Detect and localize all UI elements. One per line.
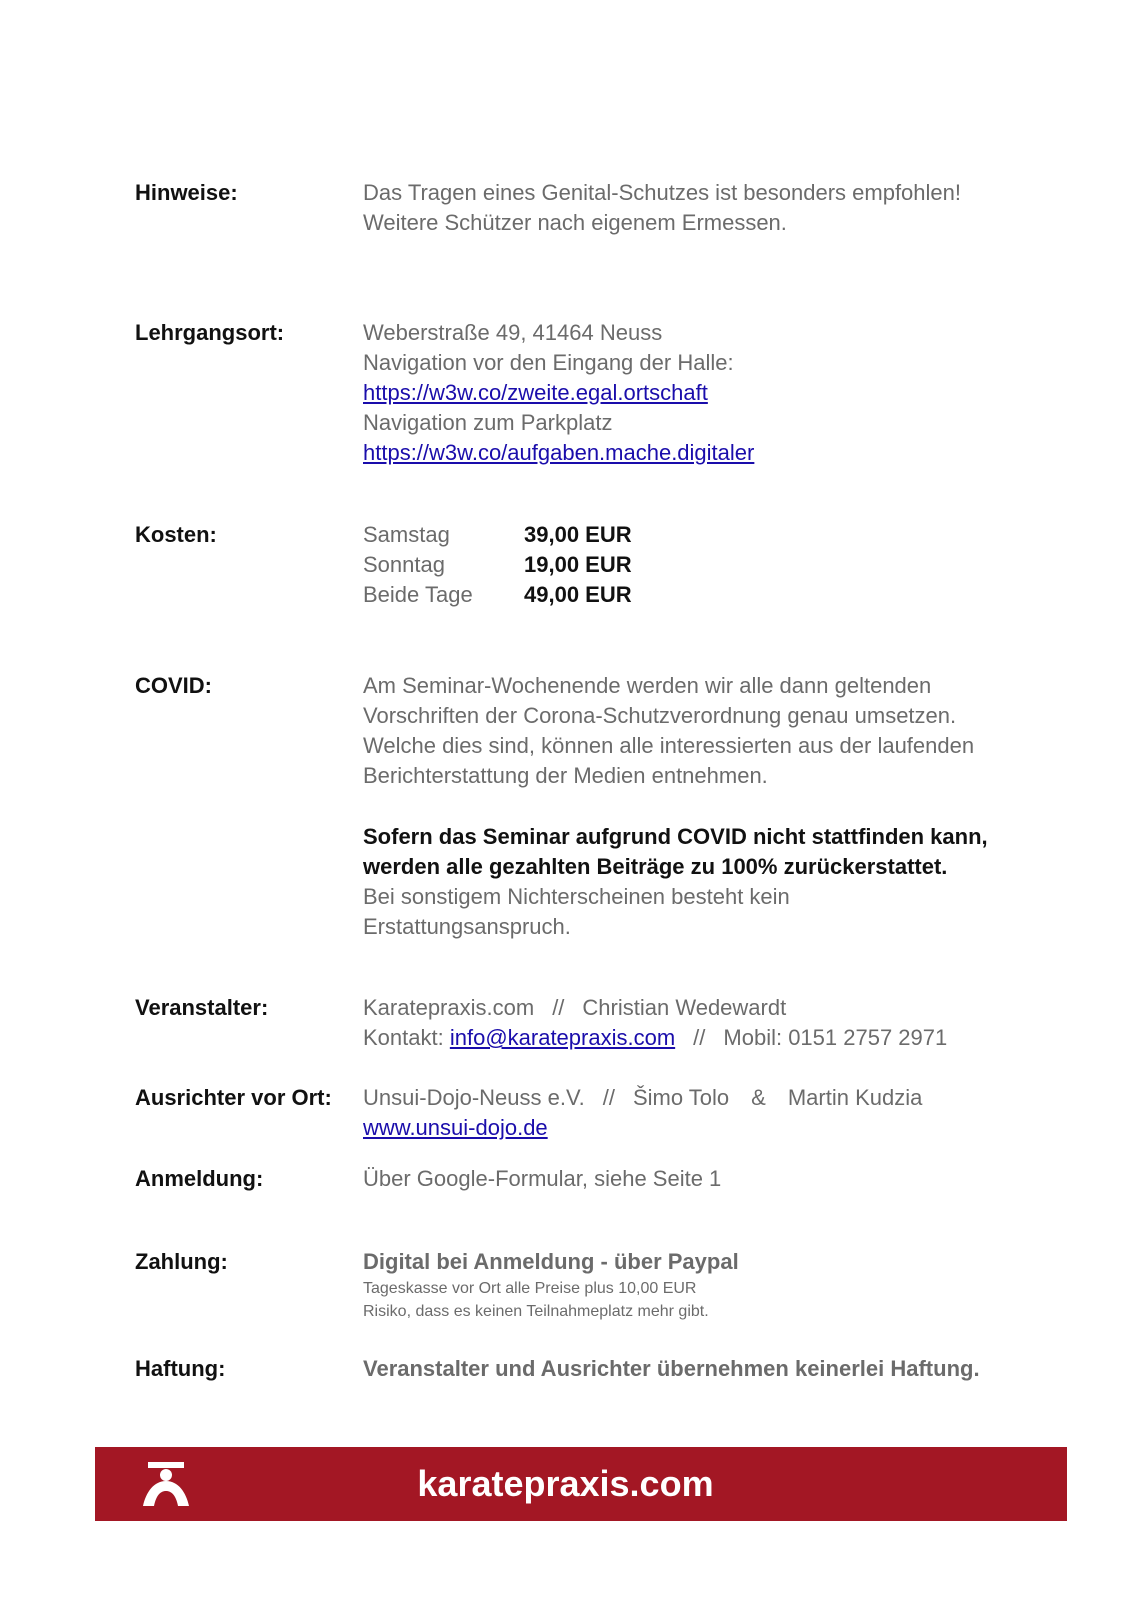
zahlung-note: Tageskasse vor Ort alle Preise plus 10,00 EUR bbox=[363, 1280, 697, 1297]
zahlung-text bbox=[363, 1247, 739, 1277]
price-row bbox=[363, 550, 632, 580]
covid-line: Erstattungsanspruch. bbox=[363, 914, 571, 939]
veranstalter-label: Veranstalter: bbox=[135, 995, 269, 1020]
zahlung-main: Digital bei Anmeldung - über Paypal bbox=[363, 1249, 739, 1274]
mobile-number: Mobil: 0151 2757 2971 bbox=[723, 1025, 948, 1050]
zahlung-label: Zahlung: bbox=[135, 1249, 228, 1274]
entrance-link[interactable]: https://w3w.co/zweite.egal.ortschaft bbox=[363, 380, 708, 405]
lehrgangsort-text bbox=[363, 318, 754, 468]
email-link[interactable]: info@karatepraxis.com bbox=[449, 1025, 676, 1050]
address: Weberstraße 49, 41464 Neuss bbox=[363, 320, 663, 345]
price-value: 19,00 EUR bbox=[524, 552, 632, 577]
haftung-line: Veranstalter und Ausrichter übernehmen keinerlei Haftung. bbox=[363, 1356, 980, 1381]
separator: // bbox=[602, 1085, 615, 1110]
ampersand: & bbox=[751, 1085, 766, 1110]
ausrichter-person: Šimo Tolo bbox=[632, 1085, 730, 1110]
anmeldung-text bbox=[363, 1164, 721, 1194]
covid-line: Welche dies sind, können alle interessierten aus der laufenden bbox=[363, 733, 975, 758]
hinweise-text bbox=[363, 178, 961, 238]
price-day: Beide Tage bbox=[363, 582, 473, 607]
ausrichter-label: Ausrichter vor Ort: bbox=[135, 1085, 332, 1110]
nav-parking-text: Navigation zum Parkplatz bbox=[363, 410, 613, 435]
price-value: 39,00 EUR bbox=[524, 522, 632, 547]
haftung-label: Haftung: bbox=[135, 1356, 226, 1381]
hinweise-label: Hinweise: bbox=[135, 180, 238, 205]
parking-link[interactable]: https://w3w.co/aufgaben.mache.digitaler bbox=[363, 440, 755, 465]
price-day: Sonntag bbox=[363, 552, 445, 577]
lehrgangsort-label: Lehrgangsort: bbox=[135, 320, 285, 345]
kosten-label: Kosten: bbox=[135, 522, 217, 547]
covid-bold-line: Sofern das Seminar aufgrund COVID nicht stattfinden kann, bbox=[363, 824, 988, 849]
covid-line: Am Seminar-Wochenende werden wir alle dann geltenden bbox=[363, 673, 932, 698]
footer-brand: karatepraxis.com bbox=[417, 1463, 714, 1504]
ausrichter-person: Martin Kudzia bbox=[787, 1085, 923, 1110]
covid-line: Vorschriften der Corona-Schutzverordnung genau umsetzen. bbox=[363, 703, 957, 728]
website-link[interactable]: www.unsui-dojo.de bbox=[363, 1115, 548, 1140]
nav-entrance-text: Navigation vor den Eingang der Halle: bbox=[363, 350, 734, 375]
covid-line: Berichterstattung der Medien entnehmen. bbox=[363, 763, 768, 788]
price-day: Samstag bbox=[363, 522, 450, 547]
covid-line: Bei sonstigem Nichterscheinen besteht kein bbox=[363, 884, 790, 909]
ausrichter-text bbox=[363, 1083, 922, 1143]
hinweise-line: Das Tragen eines Genital-Schutzes ist besonders empfohlen! bbox=[363, 180, 961, 205]
zahlung-notes bbox=[363, 1277, 709, 1323]
anmeldung-line: Über Google-Formular, siehe Seite 1 bbox=[363, 1166, 722, 1191]
separator: // bbox=[552, 995, 565, 1020]
price-value: 49,00 EUR bbox=[524, 582, 632, 607]
covid-bold-line: werden alle gezahlten Beiträge zu 100% zurückerstattet. bbox=[363, 854, 948, 879]
haftung-text bbox=[363, 1354, 980, 1384]
price-list bbox=[363, 520, 632, 610]
price-row bbox=[363, 580, 632, 610]
covid-text bbox=[363, 671, 974, 791]
veranstalter-person: Christian Wedewardt bbox=[582, 995, 787, 1020]
anmeldung-label: Anmeldung: bbox=[135, 1166, 264, 1191]
ausrichter-org: Unsui-Dojo-Neuss e.V. bbox=[363, 1085, 585, 1110]
zahlung-note: Risiko, dass es keinen Teilnahmeplatz mehr gibt. bbox=[363, 1303, 709, 1320]
veranstalter-text bbox=[363, 993, 947, 1053]
price-row bbox=[363, 520, 632, 550]
separator: // bbox=[693, 1025, 706, 1050]
covid-refund bbox=[363, 822, 988, 942]
covid-label: COVID: bbox=[135, 673, 212, 698]
contact-prefix: Kontakt: bbox=[363, 1025, 444, 1050]
veranstalter-org: Karatepraxis.com bbox=[363, 995, 535, 1020]
hinweise-line: Weitere Schützer nach eigenem Ermessen. bbox=[363, 210, 787, 235]
